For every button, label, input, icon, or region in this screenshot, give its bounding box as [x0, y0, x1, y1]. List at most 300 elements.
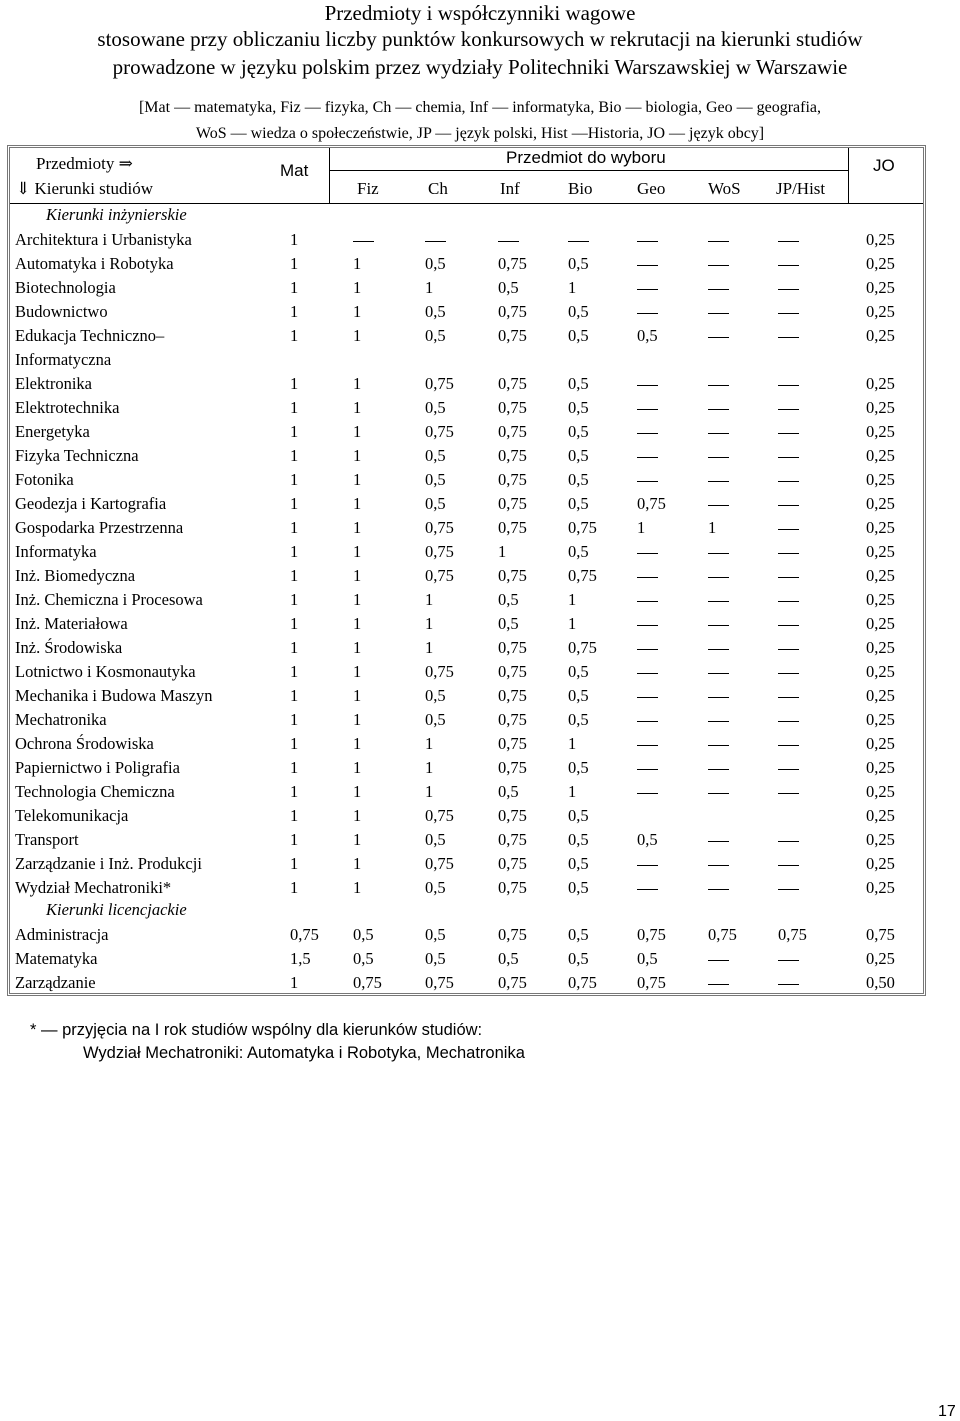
value-cell: 0,75	[498, 302, 527, 321]
value-cell: 1	[353, 638, 362, 657]
dash-cell	[708, 444, 729, 468]
dash-cell	[708, 876, 729, 900]
dash-cell	[637, 732, 658, 756]
value-cell: 1	[290, 398, 299, 417]
value-cell: 0,25	[866, 590, 895, 609]
legend-line-1: [Mat — matematyka, Fiz — fizyka, Ch — chemia, Inf — informatyka, Bio — biologia, Geo — geografia,	[138, 99, 822, 116]
field-name: Mechatronika	[15, 710, 107, 729]
table-row	[7, 468, 926, 492]
value-cell: 0,25	[866, 806, 895, 825]
dash-cell	[778, 228, 799, 252]
dash-cell	[708, 276, 729, 300]
dash-cell	[778, 660, 799, 684]
dash-cell	[708, 396, 729, 420]
field-name: Budownictwo	[15, 302, 108, 321]
dash-cell	[637, 588, 658, 612]
value-cell: 1	[708, 518, 717, 537]
field-name: Geodezja i Kartografia	[15, 494, 167, 513]
value-cell: 0,75	[425, 973, 454, 992]
value-cell: 0,5	[425, 949, 446, 968]
table-row	[7, 923, 926, 947]
value-cell: 1	[290, 734, 299, 753]
field-name: Papiernictwo i Poligrafia	[15, 758, 180, 777]
dash-cell	[637, 852, 658, 876]
value-cell: 1	[290, 302, 299, 321]
value-cell: 0,5	[568, 806, 589, 825]
value-cell: 0,25	[866, 518, 895, 537]
dash-cell	[637, 444, 658, 468]
table-row	[7, 492, 926, 516]
value-cell: 0,25	[866, 374, 895, 393]
value-cell: 0,5	[568, 254, 589, 273]
dash-cell	[708, 540, 729, 564]
dash-cell	[708, 372, 729, 396]
value-cell: 1	[353, 422, 362, 441]
dash-cell	[708, 252, 729, 276]
value-cell: 0,25	[866, 854, 895, 873]
dash-cell	[778, 300, 799, 324]
table-row	[7, 828, 926, 852]
value-cell: 0,5	[498, 949, 519, 968]
value-cell: 0,5	[568, 326, 589, 345]
value-cell: 0,75	[866, 925, 895, 944]
dash-cell	[637, 372, 658, 396]
value-cell: 0,75	[568, 518, 597, 537]
value-cell: 0,75	[498, 710, 527, 729]
value-cell: 0,25	[866, 254, 895, 273]
value-cell: 0,5	[498, 614, 519, 633]
value-cell: 0,5	[425, 494, 446, 513]
field-name: Architektura i Urbanistyka	[15, 230, 192, 249]
elective-header-fiz: Fiz	[357, 179, 379, 198]
value-cell: 0,5	[568, 374, 589, 393]
elective-header-inf: Inf	[500, 179, 520, 198]
dash-cell	[568, 228, 589, 252]
value-cell: 0,25	[866, 662, 895, 681]
table-row	[7, 804, 926, 828]
header-bottom-rule	[10, 203, 923, 204]
value-cell: 1	[290, 278, 299, 297]
title-line-2: stosowane przy obliczaniu liczby punktów konkursowych w rekrutacji na kierunki studiów	[97, 27, 863, 51]
dash-cell	[637, 540, 658, 564]
field-name: Zarządzanie i Inż. Produkcji	[15, 854, 202, 873]
value-cell: 1	[353, 446, 362, 465]
dash-cell	[708, 636, 729, 660]
dash-cell	[498, 228, 519, 252]
value-cell: 0,75	[498, 470, 527, 489]
dash-cell	[425, 228, 446, 252]
value-cell: 1	[425, 614, 434, 633]
value-cell: 1	[353, 470, 362, 489]
value-cell: 0,75	[498, 566, 527, 585]
value-cell: 0,25	[866, 710, 895, 729]
field-name: Administracja	[15, 925, 109, 944]
value-cell: 0,5	[568, 758, 589, 777]
value-cell: 1	[353, 302, 362, 321]
value-cell: 0,75	[708, 925, 737, 944]
table-row	[7, 444, 926, 468]
elective-header-ch: Ch	[428, 179, 448, 198]
value-cell: 0,75	[778, 925, 807, 944]
value-cell: 1	[353, 494, 362, 513]
field-name: Lotnictwo i Kosmonautyka	[15, 662, 196, 681]
value-cell: 1	[353, 518, 362, 537]
table-row	[7, 540, 926, 564]
value-cell: 1,5	[290, 949, 311, 968]
value-cell: 0,25	[866, 566, 895, 585]
value-cell: 0,25	[866, 470, 895, 489]
dash-cell	[708, 564, 729, 588]
dash-cell	[708, 492, 729, 516]
value-cell: 0,25	[866, 949, 895, 968]
value-cell: 1	[568, 614, 577, 633]
elective-header-jp-hist: JP/Hist	[776, 179, 826, 198]
value-cell: 1	[353, 590, 362, 609]
value-cell: 1	[353, 758, 362, 777]
dash-cell	[637, 420, 658, 444]
value-cell: 0,75	[498, 854, 527, 873]
value-cell: 1	[290, 566, 299, 585]
value-cell: 0,5	[425, 254, 446, 273]
value-cell: 0,75	[498, 374, 527, 393]
field-name: Edukacja Techniczno–	[15, 326, 165, 345]
value-cell: 1	[353, 278, 362, 297]
value-cell: 0,75	[637, 925, 666, 944]
dash-cell	[637, 780, 658, 804]
value-cell: 0,75	[498, 878, 527, 897]
value-cell: 0,25	[866, 614, 895, 633]
value-cell: 0,5	[425, 398, 446, 417]
value-cell: 1	[353, 878, 362, 897]
value-cell: 0,5	[568, 854, 589, 873]
value-cell: 1	[353, 686, 362, 705]
table-row	[7, 276, 926, 300]
dash-cell	[637, 756, 658, 780]
value-cell: 0,75	[568, 638, 597, 657]
field-name: Matematyka	[15, 949, 98, 968]
field-name: Telekomunikacja	[15, 806, 129, 825]
value-cell: 1	[353, 326, 362, 345]
fields-header: ⇓ Kierunki studiów	[16, 179, 154, 198]
value-cell: 1	[290, 230, 299, 249]
value-cell: 0,5	[568, 949, 589, 968]
value-cell: 0,25	[866, 422, 895, 441]
dash-cell	[778, 708, 799, 732]
value-cell: 1	[290, 806, 299, 825]
dash-cell	[708, 660, 729, 684]
page-number: 17	[938, 1403, 956, 1420]
value-cell: 0,5	[568, 925, 589, 944]
dash-cell	[778, 276, 799, 300]
value-cell: 0,25	[866, 494, 895, 513]
dash-cell	[637, 876, 658, 900]
dash-cell	[637, 708, 658, 732]
value-cell: 0,5	[568, 542, 589, 561]
field-name: Inż. Materiałowa	[15, 614, 128, 633]
value-cell: 0,75	[498, 734, 527, 753]
dash-cell	[708, 971, 729, 995]
value-cell: 0,5	[568, 446, 589, 465]
value-cell: 1	[353, 542, 362, 561]
value-cell: 1	[353, 782, 362, 801]
value-cell: 1	[290, 662, 299, 681]
dash-cell	[708, 828, 729, 852]
dash-cell	[778, 252, 799, 276]
field-name: Biotechnologia	[15, 278, 116, 297]
value-cell: 0,50	[866, 973, 895, 992]
value-cell: 0,75	[498, 973, 527, 992]
value-cell: 0,5	[498, 590, 519, 609]
table-row	[7, 396, 926, 420]
table-row	[7, 564, 926, 588]
dash-cell	[778, 756, 799, 780]
value-cell: 1	[568, 590, 577, 609]
value-cell: 0,25	[866, 278, 895, 297]
value-cell: 1	[290, 710, 299, 729]
header-separator-right	[848, 148, 849, 203]
dash-cell	[708, 732, 729, 756]
jo-header: JO	[873, 156, 895, 175]
value-cell: 0,75	[425, 566, 454, 585]
table-row	[7, 324, 926, 369]
value-cell: 0,5	[568, 302, 589, 321]
table-row	[7, 588, 926, 612]
value-cell: 0,5	[425, 326, 446, 345]
dash-cell	[708, 324, 729, 348]
value-cell: 0,5	[568, 494, 589, 513]
table-row	[7, 852, 926, 876]
dash-cell	[637, 252, 658, 276]
value-cell: 1	[290, 830, 299, 849]
value-cell: 0,75	[290, 925, 319, 944]
dash-cell	[708, 588, 729, 612]
dash-cell	[778, 324, 799, 348]
value-cell: 0,75	[425, 662, 454, 681]
value-cell: 0,5	[425, 302, 446, 321]
value-cell: 1	[353, 398, 362, 417]
field-name: Ochrona Środowiska	[15, 734, 154, 753]
dash-cell	[708, 708, 729, 732]
field-name: Inż. Środowiska	[15, 638, 123, 657]
value-cell: 0,5	[425, 470, 446, 489]
field-name: Transport	[15, 830, 79, 849]
table-row	[7, 612, 926, 636]
dash-cell	[778, 516, 799, 540]
value-cell: 0,75	[425, 542, 454, 561]
dash-cell	[778, 492, 799, 516]
value-cell: 0,75	[637, 973, 666, 992]
field-name: Inż. Biomedyczna	[15, 566, 136, 585]
table-row	[7, 780, 926, 804]
value-cell: 1	[290, 878, 299, 897]
value-cell: 1	[290, 686, 299, 705]
dash-cell	[708, 468, 729, 492]
value-cell: 0,75	[498, 758, 527, 777]
value-cell: 1	[290, 470, 299, 489]
dash-cell	[708, 420, 729, 444]
dash-cell	[708, 947, 729, 971]
field-name: Energetyka	[15, 422, 90, 441]
table-row	[7, 660, 926, 684]
dash-cell	[637, 228, 658, 252]
value-cell: 1	[425, 734, 434, 753]
value-cell: 0,25	[866, 230, 895, 249]
subjects-header: Przedmioty ⇒	[36, 154, 133, 173]
dash-cell	[778, 612, 799, 636]
table-row	[7, 636, 926, 660]
value-cell: 1	[290, 542, 299, 561]
dash-cell	[708, 780, 729, 804]
dash-cell	[778, 852, 799, 876]
value-cell: 0,75	[498, 925, 527, 944]
value-cell: 0,5	[568, 662, 589, 681]
dash-cell	[778, 780, 799, 804]
value-cell: 0,25	[866, 638, 895, 657]
value-cell: 0,5	[637, 949, 658, 968]
value-cell: 0,75	[498, 686, 527, 705]
value-cell: 0,5	[425, 878, 446, 897]
value-cell: 0,5	[425, 686, 446, 705]
value-cell: 1	[290, 590, 299, 609]
value-cell: 0,75	[498, 830, 527, 849]
value-cell: 1	[290, 854, 299, 873]
dash-cell	[708, 228, 729, 252]
dash-cell	[637, 276, 658, 300]
field-name: Inż. Chemiczna i Procesowa	[15, 590, 203, 609]
value-cell: 1	[353, 566, 362, 585]
value-cell: 0,75	[425, 422, 454, 441]
value-cell: 1	[290, 374, 299, 393]
field-name: Technologia Chemiczna	[15, 782, 175, 801]
value-cell: 0,75	[568, 566, 597, 585]
table-row	[7, 300, 926, 324]
value-cell: 1	[290, 638, 299, 657]
table-row	[7, 684, 926, 708]
value-cell: 1	[290, 782, 299, 801]
value-cell: 0,5	[568, 686, 589, 705]
dash-cell	[637, 612, 658, 636]
table-row	[7, 372, 926, 396]
field-name: Automatyka i Robotyka	[15, 254, 174, 273]
dash-cell	[778, 564, 799, 588]
value-cell: 1	[353, 374, 362, 393]
value-cell: 0,5	[637, 830, 658, 849]
value-cell: 1	[353, 734, 362, 753]
table-row	[7, 420, 926, 444]
elective-header-geo: Geo	[637, 179, 666, 198]
table-row	[7, 252, 926, 276]
value-cell: 0,5	[425, 710, 446, 729]
dash-cell	[778, 444, 799, 468]
value-cell: 1	[290, 614, 299, 633]
field-name: Wydział Mechatroniki*	[15, 878, 172, 897]
value-cell: 1	[290, 758, 299, 777]
value-cell: 0,25	[866, 758, 895, 777]
field-name: Elektrotechnika	[15, 398, 120, 417]
dash-cell	[778, 636, 799, 660]
value-cell: 0,5	[568, 422, 589, 441]
value-cell: 1	[353, 614, 362, 633]
value-cell: 1	[568, 734, 577, 753]
value-cell: 0,5	[568, 878, 589, 897]
value-cell: 0,75	[353, 973, 382, 992]
value-cell: 1	[425, 758, 434, 777]
value-cell: 0,75	[498, 398, 527, 417]
value-cell: 0,5	[568, 710, 589, 729]
table-row	[7, 516, 926, 540]
value-cell: 1	[353, 662, 362, 681]
value-cell: 0,75	[498, 446, 527, 465]
value-cell: 0,25	[866, 542, 895, 561]
value-cell: 0,5	[353, 925, 374, 944]
value-cell: 1	[637, 518, 646, 537]
value-cell: 0,75	[498, 518, 527, 537]
value-cell: 0,75	[498, 494, 527, 513]
value-cell: 0,25	[866, 734, 895, 753]
table-row	[7, 732, 926, 756]
elective-header-wos: WoS	[708, 179, 741, 198]
category-engineering: Kierunki inżynierskie	[46, 205, 187, 224]
dash-cell	[637, 300, 658, 324]
legend-line-2: WoS — wiedza o społeczeństwie, JP — język polski, Hist —Historia, JO — język obcy]	[195, 125, 765, 142]
value-cell: 1	[353, 854, 362, 873]
value-cell: 1	[290, 254, 299, 273]
dash-cell	[778, 876, 799, 900]
dash-cell	[708, 300, 729, 324]
table-row	[7, 947, 926, 971]
dash-cell	[637, 468, 658, 492]
dash-cell	[778, 372, 799, 396]
value-cell: 1	[425, 782, 434, 801]
value-cell: 1	[290, 422, 299, 441]
field-name: Elektronika	[15, 374, 92, 393]
dash-cell	[353, 228, 374, 252]
value-cell: 1	[353, 830, 362, 849]
value-cell: 0,5	[425, 925, 446, 944]
elective-header-bio: Bio	[568, 179, 593, 198]
value-cell: 0,75	[425, 518, 454, 537]
dash-cell	[778, 396, 799, 420]
footnote-line-1: * — przyjęcia na I rok studiów wspólny dla kierunków studiów:	[30, 1021, 483, 1039]
value-cell: 1	[290, 518, 299, 537]
value-cell: 1	[290, 494, 299, 513]
dash-cell	[637, 684, 658, 708]
value-cell: 0,5	[637, 326, 658, 345]
dash-cell	[778, 684, 799, 708]
value-cell: 0,75	[425, 806, 454, 825]
dash-cell	[778, 947, 799, 971]
table-row	[7, 708, 926, 732]
dash-cell	[778, 732, 799, 756]
title-line-1: Przedmioty i współczynniki wagowe	[324, 1, 636, 25]
dash-cell	[778, 420, 799, 444]
dash-cell	[637, 564, 658, 588]
value-cell: 1	[353, 254, 362, 273]
value-cell: 0,25	[866, 878, 895, 897]
value-cell: 1	[425, 590, 434, 609]
value-cell: 0,75	[498, 638, 527, 657]
value-cell: 1	[568, 278, 577, 297]
category-licentiate: Kierunki licencjackie	[46, 900, 187, 919]
value-cell: 0,25	[866, 686, 895, 705]
dash-cell	[637, 636, 658, 660]
table-row	[7, 228, 926, 252]
title-line-3: prowadzone w języku polskim przez wydziały Politechniki Warszawskiej w Warszawie	[112, 55, 848, 79]
dash-cell	[708, 612, 729, 636]
dash-cell	[778, 971, 799, 995]
value-cell: 1	[290, 446, 299, 465]
value-cell: 0,5	[568, 398, 589, 417]
